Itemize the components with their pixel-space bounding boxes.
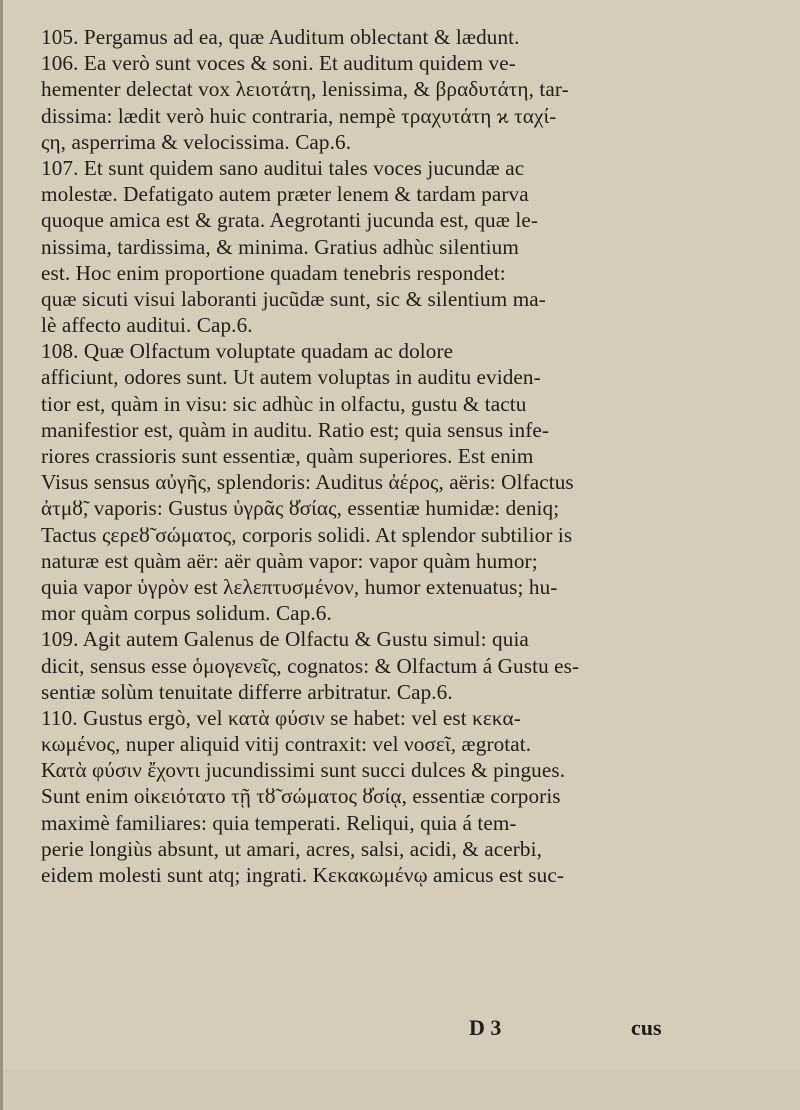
text-line: 107. Et sunt quidem sano auditui tales voces jucundæ ac: [41, 155, 525, 180]
text-line: tior est, quàm in visu: sic adhùc in olfactu, gustu & tactu: [41, 391, 527, 416]
catchword: cus: [631, 1015, 662, 1040]
text-line: 109. Agit autem Galenus de Olfactu & Gustu simul: quia: [41, 627, 529, 652]
text-line: afficiunt, odores sunt. Ut autem voluptas in auditu eviden-: [41, 365, 541, 390]
text-line: Sunt enim οἰκειότατο τῇ τȣ̃ σώματος ȣ̓σίᾳ, essentiæ corporis: [41, 784, 561, 809]
text-line: manifestior est, quàm in auditu. Ratio est; quia sensus infe-: [41, 417, 550, 442]
text-line: eidem molesti sunt atq; ingrati. Κεκακωμένῳ amicus est suc-: [41, 863, 564, 887]
text-line: sentiæ solùm tenuitate differre arbitratur. Cap.6.: [41, 679, 453, 704]
text-line: perie longiùs absunt, ut amari, acres, salsi, acidi, & acerbi,: [41, 836, 543, 861]
text-line: 108. Quæ Olfactum voluptate quadam ac dolore: [41, 339, 454, 364]
text-line: lè affecto auditui. Cap.6.: [41, 313, 253, 338]
text-line: mor quàm corpus solidum. Cap.6.: [41, 601, 332, 626]
text-line: Κατὰ φύσιν ἔχοντι jucundissimi sunt succi dulces & pingues.: [41, 758, 566, 783]
text-line: molestæ. Defatigato autem præter lenem & tardam parva: [41, 182, 529, 207]
text-line: quæ sicuti visui laboranti jucũdæ sunt, sic & silentium ma-: [41, 286, 546, 311]
text-line: 105. Pergamus ad ea, quæ Auditum oblectant & lædunt.: [41, 25, 520, 49]
text-line: Tactus ςερεȣ̃ σώματος, corporis solidi. At splendor subtilior is: [41, 522, 573, 547]
page-footer: [3, 1015, 800, 1055]
text-line: 106. Ea verò sunt voces & soni. Et auditum quidem ve-: [41, 51, 516, 76]
text-line: maximè familiares: quia temperati. Reliqui, quia á tem-: [41, 810, 517, 835]
text-line: ςη, asperrima & velocissima. Cap.6.: [41, 129, 352, 154]
text-line: quoque amica est & grata. Aegrotanti jucunda est, quæ le-: [41, 208, 538, 233]
text-line: 110. Gustus ergò, vel κατὰ φύσιν se habet: vel est κεκα-: [41, 705, 521, 730]
text-line: κωμένος, nuper aliquid vitij contraxit: vel νοσεῖ, ægrotat.: [41, 732, 532, 757]
page-body-text: [41, 24, 741, 888]
text-line: dicit, sensus esse ὁμογενεῖς, cognatos: & Olfactum á Gustu es-: [41, 653, 580, 678]
text-line: quia vapor ὑγρὸν est λελεπτυσμένον, humor extenuatus; hu-: [41, 574, 558, 599]
text-line: hementer delectat vox λειοτάτη, lenissima, & βραδυτάτη, tar-: [41, 77, 569, 102]
text-line: dissima: lædit verò huic contraria, nempè τραχυτάτη ϰ ταχί-: [41, 103, 557, 128]
text-line: nissima, tardissima, & minima. Gratius adhùc silentium: [41, 234, 519, 259]
text-line: ἀτμȣ̃, vaporis: Gustus ὑγρᾶς ȣ̓σίας, essentiæ humidæ: deniq;: [41, 496, 560, 521]
text-line: naturæ est quàm aër: aër quàm vapor: vapor quàm humor;: [41, 548, 538, 573]
signature-mark: D 3: [469, 1015, 502, 1040]
text-line: Visus sensus αὐγῆς, splendoris: Auditus ἀέρος, aëris: Olfactus: [41, 470, 574, 495]
text-line: riores crassioris sunt essentiæ, quàm superiores. Est enim: [41, 444, 534, 468]
text-line: est. Hoc enim proportione quadam tenebris respondet:: [41, 260, 506, 285]
bottom-margin: [3, 1070, 800, 1110]
